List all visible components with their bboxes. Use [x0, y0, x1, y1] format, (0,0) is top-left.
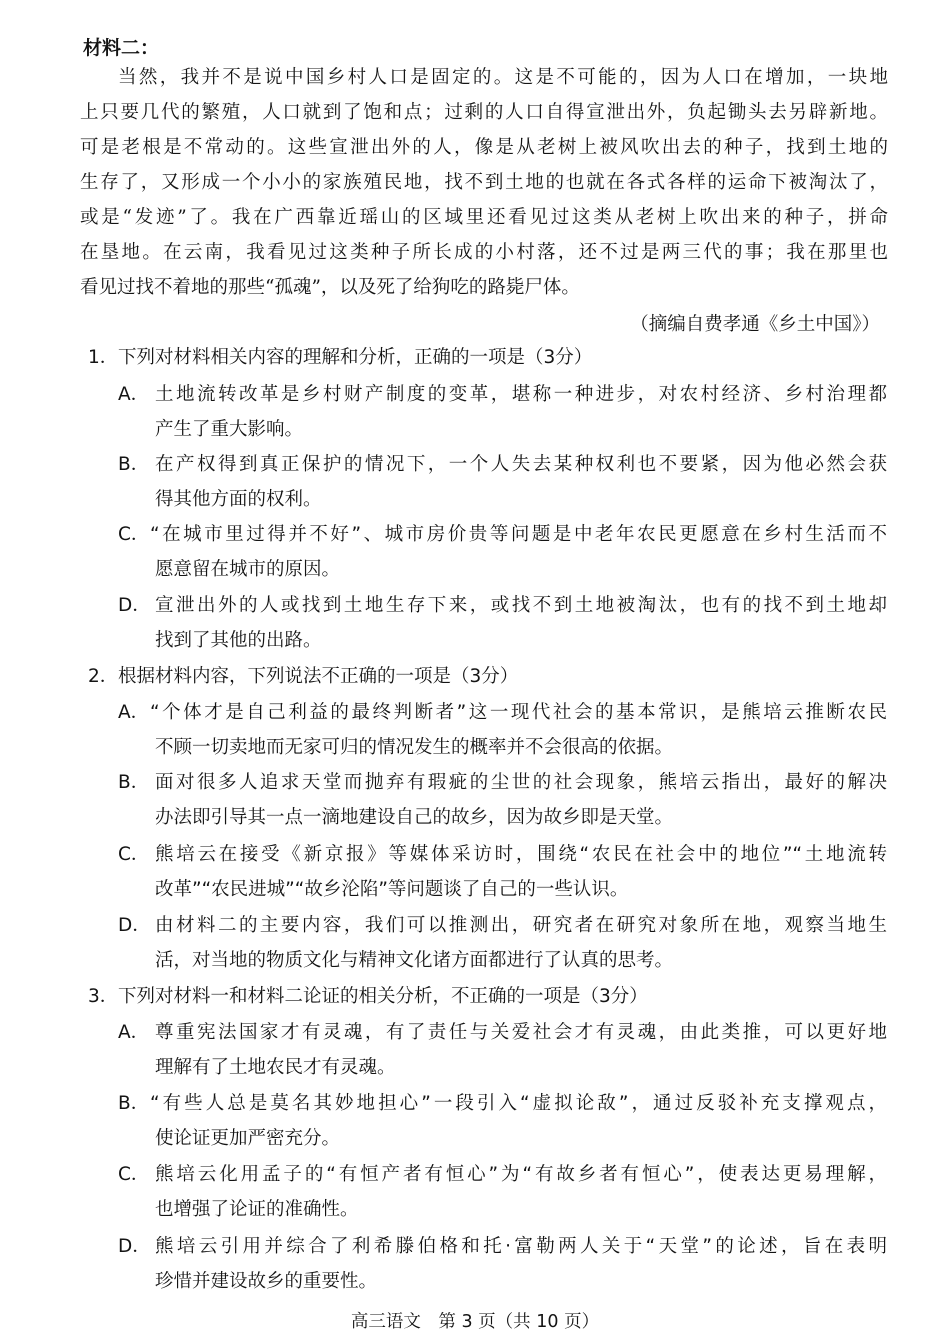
- option-text: 得其他方面的权利。: [155, 489, 322, 510]
- option-letter: D．: [118, 915, 151, 936]
- option-text: “有些人总是莫名其妙地担心”一段引入“虚拟论敌”，通过反驳补充支撑观点，: [150, 1093, 887, 1114]
- option-letter: C．: [118, 1164, 150, 1185]
- option-text: 活，对当地的物质文化与精神文化诸方面都进行了认真的思考。: [155, 950, 674, 971]
- option-text: 办法即引导其一点一滴地建设自己的故乡，因为故乡即是天堂。: [155, 807, 674, 828]
- option-text: “在城市里过得并不好”、城市房价贵等问题是中老年农民更愿意在乡村生活而不: [150, 524, 887, 545]
- option-text: 愿意留在城市的原因。: [155, 559, 341, 580]
- option-text: 在产权得到真正保护的情况下，一个人失去某种权利也不要紧，因为他必然会获: [155, 454, 887, 475]
- question-2-stem: [88, 665, 518, 689]
- passage-source: （摘编自费孝通《乡土中国》）: [630, 314, 880, 335]
- material-two-heading: 材料二：: [83, 37, 160, 59]
- question-number: 1．: [88, 347, 119, 368]
- option-letter: B．: [118, 772, 150, 793]
- option-text: 面对很多人追求天堂而抛弃有瑕疵的尘世的社会现象，熊培云指出，最好的解决: [155, 772, 887, 793]
- passage-line: 当然，我并不是说中国乡村人口是固定的。这是不可能的，因为人口在增加，一块地: [118, 67, 888, 88]
- option-letter: D．: [118, 595, 151, 616]
- question-3-stem: [88, 985, 648, 1009]
- option-text: 使论证更加严密充分。: [155, 1128, 341, 1149]
- option-text: 改革”“农民进城”“故乡沦陷”等问题谈了自己的一些认识。: [155, 879, 629, 900]
- option-text: 尊重宪法国家才有灵魂，有了责任与关爱社会才有灵魂，由此类推，可以更好地: [155, 1022, 887, 1043]
- option-text: 不顾一切卖地而无家可归的情况发生的概率并不会很高的依据。: [155, 737, 674, 758]
- passage-line: 上只要几代的繁殖，人口就到了饱和点；过剩的人口自得宣泄出外，负起锄头去另辟新地。: [80, 102, 888, 123]
- option-text: 熊培云引用并综合了利希滕伯格和托·富勒两人关于“天堂”的论述，旨在表明: [155, 1236, 887, 1257]
- option-text: 宣泄出外的人或找到土地生存下来，或找不到土地被淘汰，也有的找不到土地却: [155, 595, 887, 616]
- option-text: 熊培云化用孟子的“有恒产者有恒心”为“有故乡者有恒心”，使表达更易理解，: [155, 1164, 887, 1185]
- option-letter: A．: [118, 702, 150, 723]
- page-footer: 高三语文 第 3 页（共 10 页）: [350, 1312, 600, 1332]
- option-text: 找到了其他的出路。: [155, 630, 322, 651]
- question-text: 下列对材料相关内容的理解和分析，正确的一项是（3分）: [118, 347, 593, 368]
- passage-line: 生存了，又形成一个小小的家族殖民地，找不到土地的也就在各式各样的运命下被淘汰了，: [80, 172, 888, 193]
- option-letter: C．: [118, 844, 150, 865]
- option-letter: D．: [118, 1236, 151, 1257]
- option-letter: B．: [118, 454, 150, 475]
- option-letter: C．: [118, 524, 150, 545]
- option-letter: A．: [118, 384, 150, 405]
- option-text: 也增强了论证的准确性。: [155, 1199, 359, 1220]
- option-text: 熊培云在接受《新京报》等媒体采访时，围绕“农民在社会中的地位”“土地流转: [155, 844, 887, 865]
- option-text: 珍惜并建设故乡的重要性。: [155, 1271, 378, 1292]
- passage-line: 在垦地。在云南，我看见过这类种子所长成的小村落，还不过是两三代的事；我在那里也: [80, 242, 888, 263]
- question-number: 3．: [88, 986, 119, 1007]
- question-number: 2．: [88, 666, 119, 687]
- passage-line: 看见过找不着地的那些“孤魂”，以及死了给狗吃的路毙尸体。: [80, 277, 580, 298]
- option-letter: B．: [118, 1093, 150, 1114]
- question-1-stem: [88, 346, 592, 370]
- passage-line: 可是老根是不常动的。这些宣泄出外的人，像是从老树上被风吹出去的种子，找到土地的: [80, 137, 888, 158]
- passage-line: 或是“发迹”了。我在广西靠近瑶山的区域里还看见过这类从老树上吹出来的种子，拼命: [80, 207, 888, 228]
- option-text: 土地流转改革是乡村财产制度的变革，堪称一种进步，对农村经济、乡村治理都: [155, 384, 887, 405]
- question-text: 根据材料内容，下列说法不正确的一项是（3分）: [118, 666, 519, 687]
- question-text: 下列对材料一和材料二论证的相关分析，不正确的一项是（3分）: [118, 986, 648, 1007]
- option-text: “个体才是自己利益的最终判断者”这一现代社会的基本常识，是熊培云推断农民: [150, 702, 887, 723]
- option-text: 理解有了土地农民才有灵魂。: [155, 1057, 396, 1078]
- option-text: 由材料二的主要内容，我们可以推测出，研究者在研究对象所在地，观察当地生: [155, 915, 887, 936]
- option-text: 产生了重大影响。: [155, 419, 304, 440]
- option-letter: A．: [118, 1022, 150, 1043]
